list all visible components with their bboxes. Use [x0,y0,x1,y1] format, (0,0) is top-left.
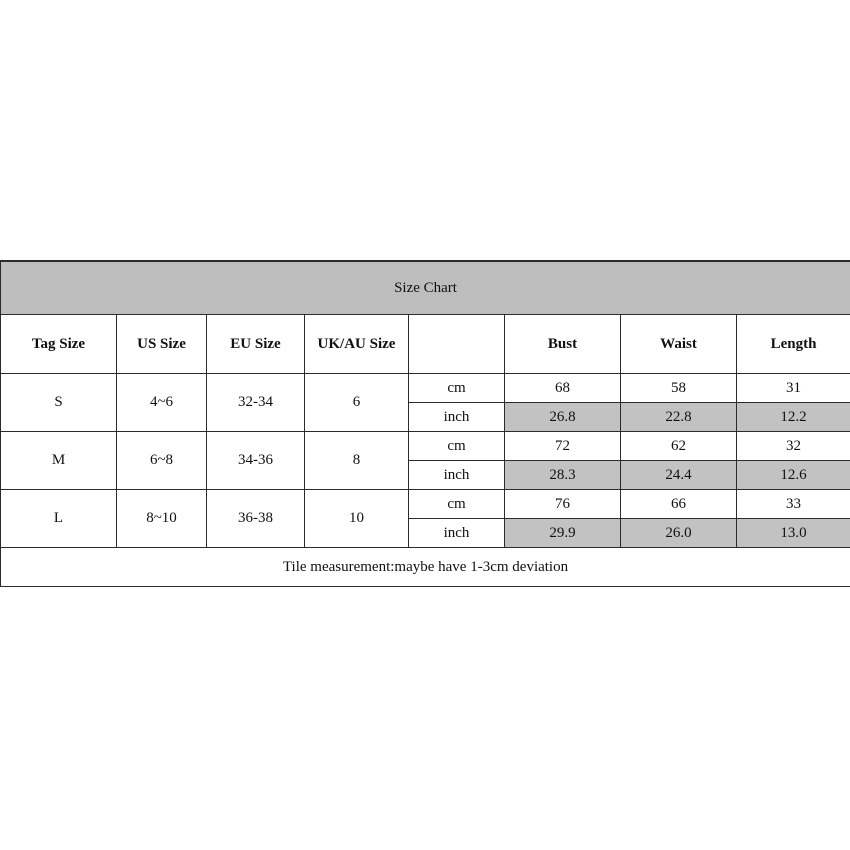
length-cell: 12.6 [737,461,850,490]
size-row-s-cm [1,374,850,403]
length-cell: 32 [737,432,850,461]
eu-size-cell: 34-36 [207,432,305,490]
header-length: Length [737,315,850,374]
us-size-cell: 6~8 [117,432,207,490]
length-cell: 13.0 [737,519,850,548]
note-row [1,548,850,587]
bust-cell: 26.8 [505,403,621,432]
length-cell: 33 [737,490,850,519]
unit-cell: cm [409,374,505,403]
chart-title: Size Chart [1,261,850,315]
bust-cell: 72 [505,432,621,461]
header-eu-size: EU Size [207,315,305,374]
waist-cell: 58 [621,374,737,403]
unit-cell: cm [409,432,505,461]
tag-size-cell: M [1,432,117,490]
bust-cell: 68 [505,374,621,403]
header-tag-size: Tag Size [1,315,117,374]
waist-cell: 62 [621,432,737,461]
waist-cell: 24.4 [621,461,737,490]
size-row-l-cm [1,490,850,519]
waist-cell: 22.8 [621,403,737,432]
eu-size-cell: 32-34 [207,374,305,432]
waist-cell: 26.0 [621,519,737,548]
unit-cell: inch [409,403,505,432]
header-us-size: US Size [117,315,207,374]
waist-cell: 66 [621,490,737,519]
header-row [1,315,850,374]
header-unit [409,315,505,374]
header-uk-au-size: UK/AU Size [305,315,409,374]
title-row [1,261,850,315]
header-waist: Waist [621,315,737,374]
measurement-note: Tile measurement:maybe have 1-3cm deviation [1,548,850,587]
bust-cell: 28.3 [505,461,621,490]
size-chart [0,260,850,591]
length-cell: 12.2 [737,403,850,432]
size-table [0,260,850,587]
us-size-cell: 4~6 [117,374,207,432]
tag-size-cell: S [1,374,117,432]
unit-cell: inch [409,461,505,490]
us-size-cell: 8~10 [117,490,207,548]
header-bust: Bust [505,315,621,374]
uk-au-size-cell: 6 [305,374,409,432]
tag-size-cell: L [1,490,117,548]
unit-cell: cm [409,490,505,519]
eu-size-cell: 36-38 [207,490,305,548]
uk-au-size-cell: 8 [305,432,409,490]
unit-cell: inch [409,519,505,548]
size-row-m-cm [1,432,850,461]
bust-cell: 29.9 [505,519,621,548]
uk-au-size-cell: 10 [305,490,409,548]
bust-cell: 76 [505,490,621,519]
length-cell: 31 [737,374,850,403]
